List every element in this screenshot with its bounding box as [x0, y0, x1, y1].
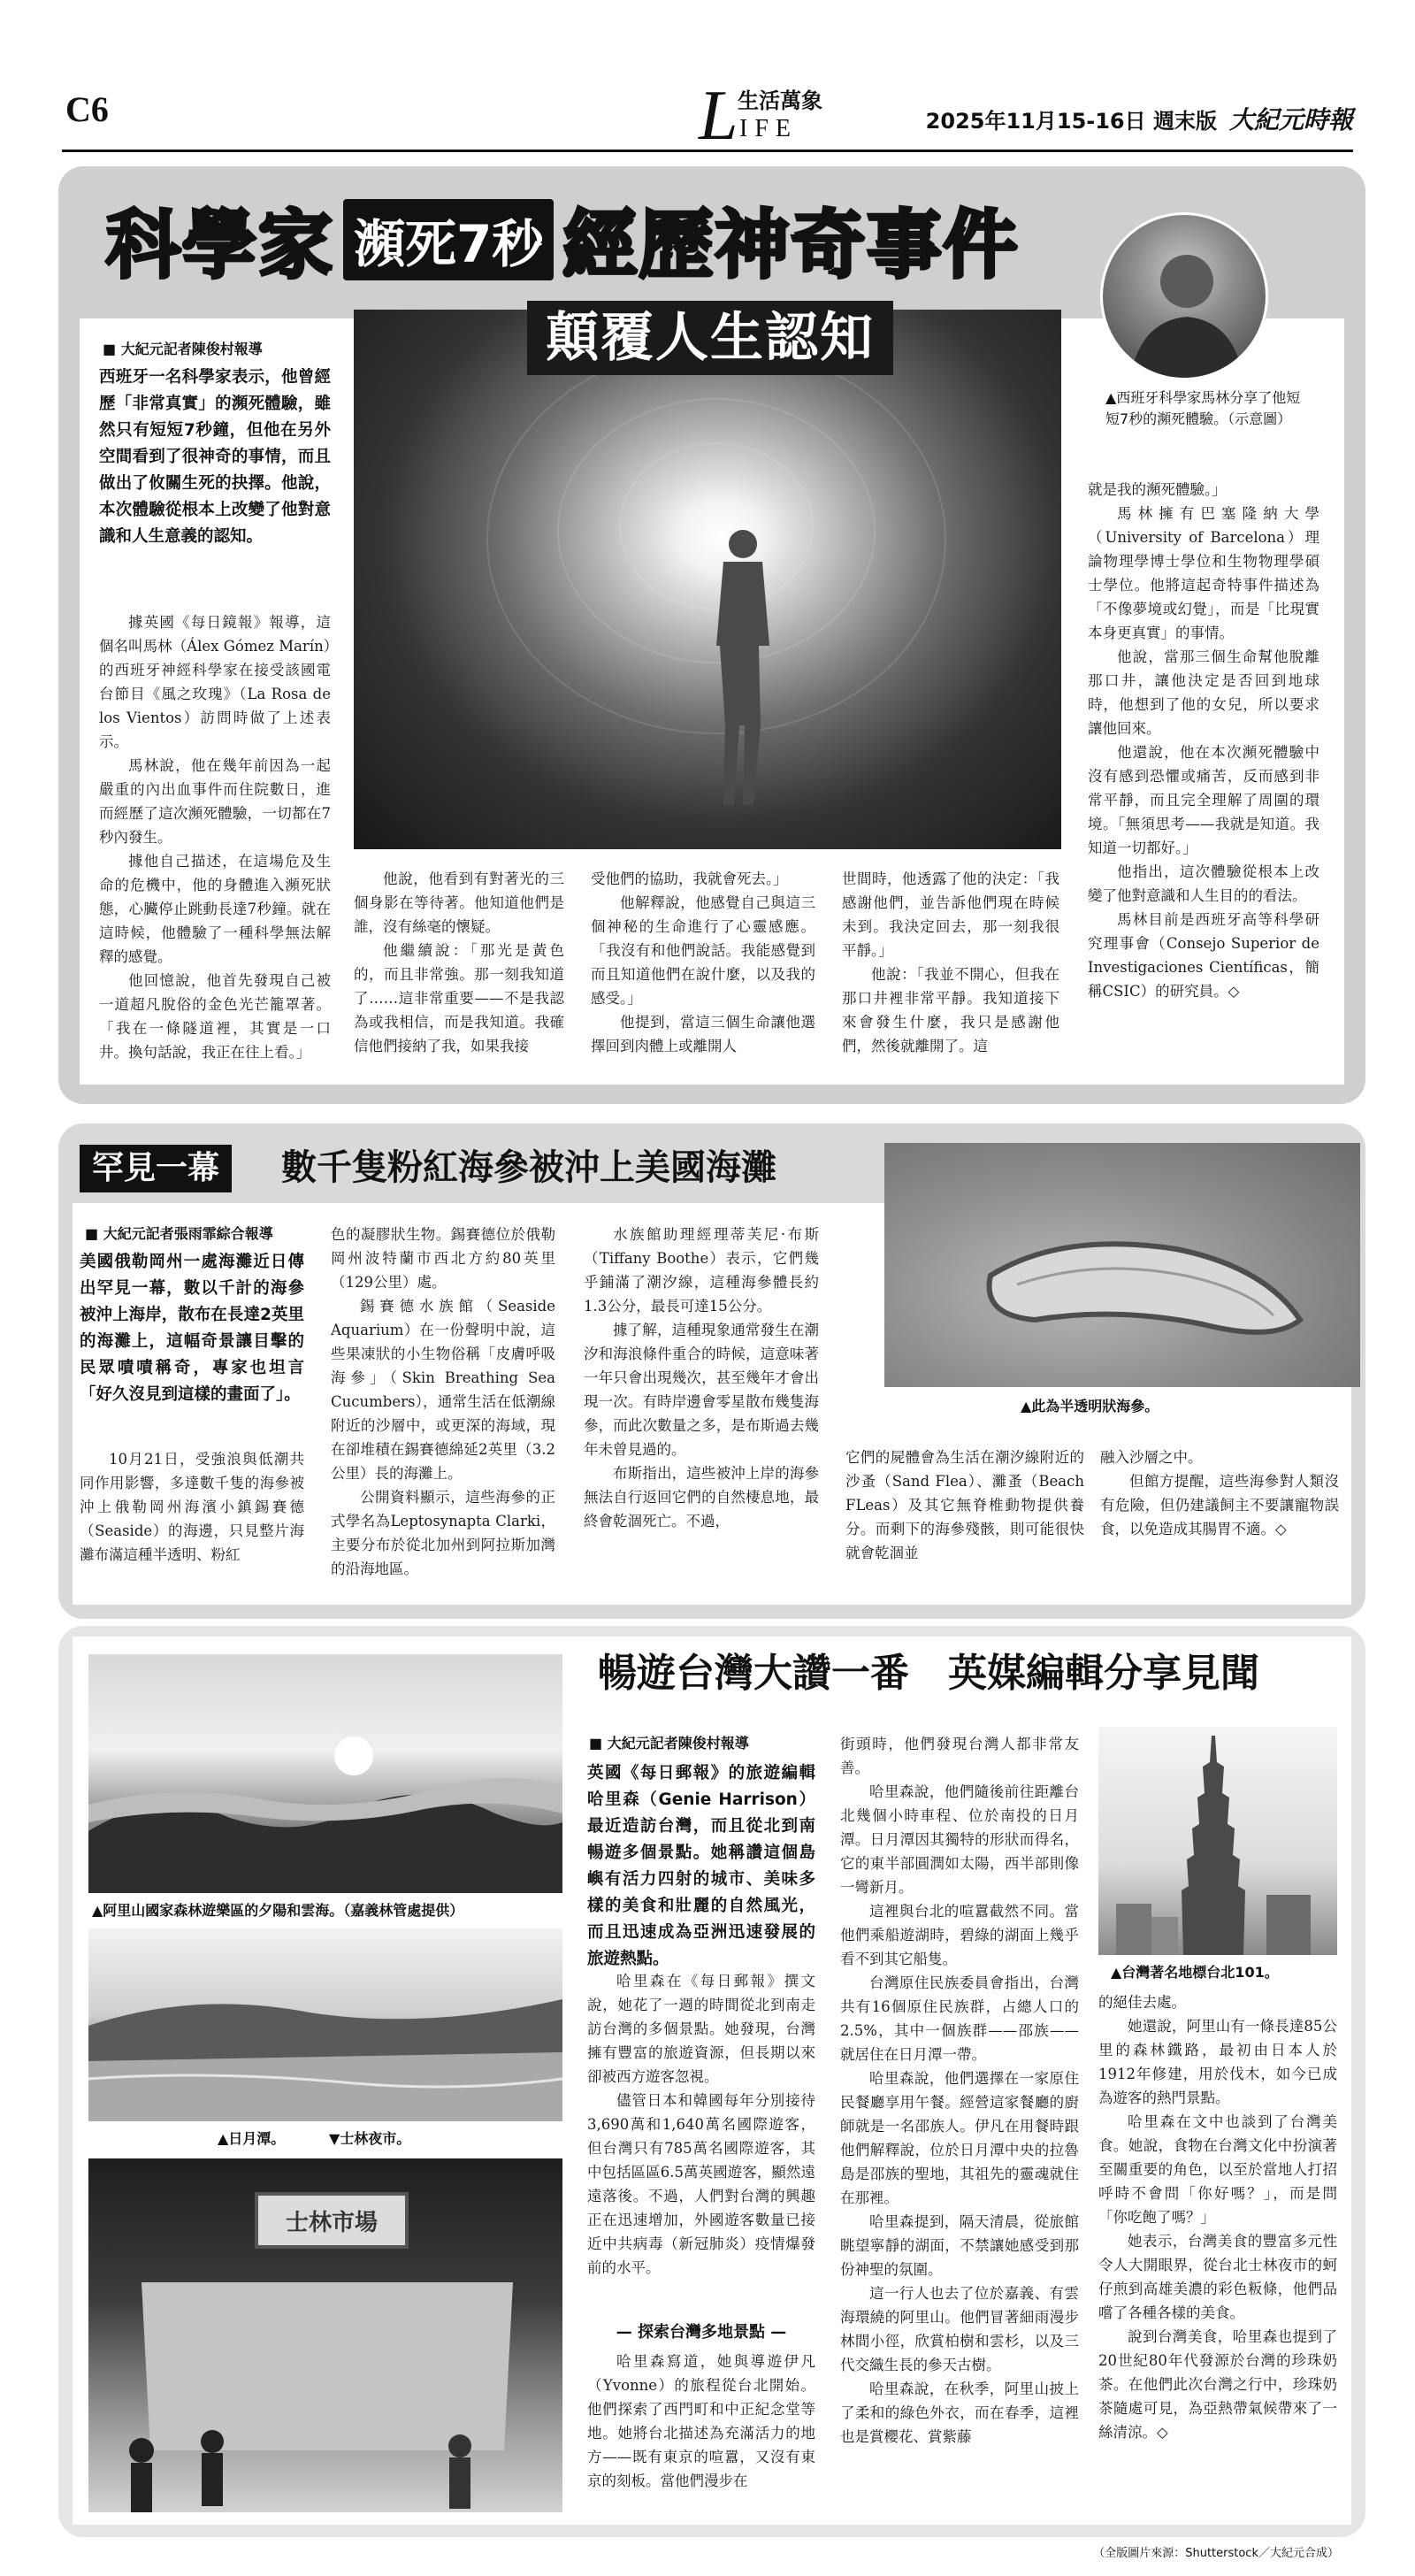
paragraph: 就是我的瀕死體驗。」 — [1088, 481, 1227, 498]
headline-part-b: 瀕死7秒 — [343, 199, 554, 280]
paragraph: 馬林說，他在幾年前因為一起嚴重的內出血事件而住院數日，進而經歷了這次瀕死體驗，一切都在7秒內發生。 — [99, 757, 331, 846]
paragraph: 這一行人也去了位於嘉義、有雲海環繞的阿里山。他們冒著細雨漫步林間小徑，欣賞柏樹和雲杉，以及三代交織生長的參天古樹。 — [840, 2285, 1079, 2373]
paragraph: 他說，他看到有對著光的三個身影在等待著。他知道他們是誰，沒有絲毫的懷疑。 — [354, 870, 564, 935]
paragraph: 哈里森說，他們選擇在一家原住民餐廳享用午餐。經營這家餐廳的廚師就是一名邵族人。伊凡在用餐時跟他們解釋說，位於日月潭中央的拉魯島是邵族的聖地，其祖先的靈魂就住在那裡。 — [840, 2070, 1079, 2206]
article2-col1 — [80, 1447, 304, 1567]
article3-headline: 暢遊台灣大讚一番 英媒編輯分享見聞 — [598, 1651, 1259, 1696]
article1-lead: 西班牙一名科學家表示，他曾經歷「非常真實」的瀕死體驗，雖然只有短短7秒鐘，但他在另外空間看到了很神奇的事情，而且做出了攸關生死的抉擇。他說，本次體驗從根本上改變了他對意識和人生意義的認知。 — [99, 368, 331, 546]
sea-cucumber-photo — [884, 1143, 1360, 1387]
paragraph: 哈里森寫道，她與導遊伊凡（Yvonne）的旅程從台北開始。他們探索了西門町和中正紀念堂等地。她將台北描述為充滿活力的地方——既有東京的喧囂，又沒有東京的刻板。當他們漫步在 — [587, 2353, 815, 2489]
article3-byline: ■ 大紀元記者陳俊村報導 — [589, 1732, 749, 1752]
headline-part-a: 科學家 — [106, 202, 335, 288]
newspaper-brand: 大紀元時報 — [1228, 105, 1353, 134]
paragraph: 它們的屍體會為生活在潮汐線附近的沙蚤（Sand Flea）、灘蚤（Beach FLeas）及其它無脊椎動物提供養分。而剩下的海參殘骸，則可能很快就會乾涸並 — [845, 1449, 1084, 1561]
paragraph: 錫賽德水族館（Seaside Aquarium）在一份聲明中說，這些果凍狀的小生物俗稱「皮膚呼吸海參」（Skin Breathing Sea Cucumbers），通常生活在低潮線附近的沙層中，或更深的海域，現在卻堆積在錫賽德綿延2英里（3.2公里）長的海灘上。 — [331, 1298, 555, 1482]
paragraph: 世間時，他透露了他的決定：「我感謝他們，並告訴他們現在時候未到。我決定回去，那一刻我很平靜。」 — [842, 870, 1059, 959]
article1-col4 — [842, 867, 1059, 1058]
article2-headline: 數千隻粉紅海參被沖上美國海灘 — [281, 1147, 776, 1188]
date-text: 2025年11月15-16日 週末版 — [925, 109, 1217, 134]
paragraph: 他說：「我並不開心，但我在那口井裡非常平靜。我知道接下來會發生什麼，我只是感謝他們，然後就離開了。這 — [842, 966, 1059, 1054]
paragraph: 街頭時，他們發現台灣人都非常友善。 — [840, 1736, 1079, 1776]
paragraph: 哈里森說，在秋季，阿里山披上了柔和的綠色外衣，而在春季，這裡也是賞櫻花、賞紫藤 — [840, 2380, 1079, 2445]
paragraph: 融入沙層之中。 — [1100, 1449, 1203, 1466]
article2-byline: ■ 大紀元記者張雨霏綜合報導 — [85, 1223, 273, 1243]
tunnel-of-light-image — [354, 310, 1061, 849]
scientist-portrait — [1100, 212, 1268, 380]
paragraph: 據他自己描述，在這場危及生命的危機中，他的身體進入瀕死狀態，心臟停止跳動長達7秒鐘。就在這時候，他體驗了一種科學無法解釋的感覺。 — [99, 853, 331, 965]
paragraph: 他回憶說，他首先發現自己被一道超凡脫俗的金色光芒籠罩著。「我在一條隧道裡，其實是一口井。換句話說，我正在往上看。」 — [99, 972, 331, 1061]
shilin-night-market-photo — [88, 2158, 562, 2512]
paragraph: 受他們的協助，我就會死去。」 — [591, 870, 788, 887]
paragraph: 馬林目前是西班牙高等科學研究理事會（Consejo Superior de Investigaciones Científicas，簡稱CSIC）的研究員。◇ — [1088, 911, 1319, 1000]
paragraph: 他繼續說：「那光是黃色的，而且非常強。那一刻我知道了……這非常重要——不是我認為或我相信，而是我知道。我確信他們接納了我，如果我接 — [354, 942, 564, 1054]
section-name-zh: 生活萬象 — [738, 88, 822, 113]
paragraph: 水族館助理經理蒂芙尼·布斯（Tiffany Boothe）表示，它們幾乎鋪滿了潮汐線，這種海參體長約1.3公分，最長可達15公分。 — [584, 1226, 819, 1315]
paragraph: 這裡與台北的喧囂截然不同。當他們乘船遊湖時，碧綠的湖面上幾乎看不到其它船隻。 — [840, 1903, 1079, 1967]
article3-col2 — [840, 1732, 1079, 2449]
portrait-caption: ▲西班牙科學家馬林分享了他短短7秒的瀕死體驗。（示意圖） — [1105, 389, 1301, 427]
paragraph: 哈里森說，他們隨後前往距離台北幾個小時車程、位於南投的日月潭。日月潭因其獨特的形狀而得名，它的東半部圓潤如太陽，西半部則像一彎新月。 — [840, 1783, 1079, 1896]
paragraph: 但館方提醒，這些海參對人類沒有危險，但仍建議飼主不要讓寵物誤食，以免造成其腸胃不適。◇ — [1100, 1473, 1339, 1537]
article1-headline — [106, 186, 1019, 292]
paragraph: 他說，當那三個生命幫他脫離那口井，讓他決定是否回到地球時，他想到了他的女兒，所以要求讓他回來。 — [1088, 648, 1319, 737]
photo-credit: （全版圖片來源：Shutterstock／大紀元合成） — [1093, 2547, 1339, 2560]
article3-col1 — [587, 1969, 815, 2280]
paragraph: 哈里森在《每日郵報》撰文說，她花了一週的時間從北到南走訪台灣的多個景點。她發現，台灣擁有豐富的旅遊資源，但長期以來卻被西方遊客忽視。 — [587, 1973, 815, 2085]
paragraph: 他還說，他在本次瀕死體驗中沒有感到恐懼或痛苦，反而感到非常平靜，而且完全理解了周圍的環境。「無須思考——我就是知道。我知道一切都好。」 — [1088, 744, 1319, 856]
article2-col4 — [845, 1445, 1084, 1565]
section-name-en: IFE — [739, 115, 798, 142]
paragraph: 10月21日，受強浪與低潮共同作用影響，多達數千隻的海參被沖上俄勒岡州海濱小鎮錫賽德（Seaside）的海邊，只見整片海灘布滿這種半透明、粉紅 — [80, 1451, 304, 1563]
sun-moon-lake-photo — [88, 1928, 562, 2121]
article3-lead: 英國《每日郵報》的旅遊編輯哈里森（Genie Harrison）最近造訪台灣，而且從北到南暢遊多個景點。她稱讚這個島嶼有活力四射的城市、美味多樣的美食和壯麗的自然風光，而且迅速成為亞洲迅速發展的旅遊熱點。 — [587, 1764, 815, 1968]
article2-col3 — [584, 1223, 819, 1533]
article1-col3 — [591, 867, 815, 1058]
article2-col2 — [331, 1223, 555, 1581]
silhouette-figure — [354, 310, 1061, 849]
article2-col5 — [1100, 1445, 1339, 1541]
paragraph: 色的凝膠狀生物。錫賽德位於俄勒岡州波特蘭市西北方約80英里（129公里）處。 — [331, 1226, 555, 1291]
paragraph: 布斯指出，這些被沖上岸的海參無法自行返回它們的自然棲息地，最終會乾涸死亡。不過， — [584, 1465, 819, 1530]
paragraph: 據了解，這種現象通常發生在潮汐和海浪條件重合的時候，這意味著一年只會出現幾次，甚至幾年才會出現一次。有時岸邊會零星散布幾隻海參，而此次數量之多，是布斯過去幾年未曾見過的。 — [584, 1322, 819, 1458]
paragraph: 馬林擁有巴塞隆納大學（University of Barcelona）理論物理學博士學位和生物物理學碩士學位。他將這起奇特事件描述為「不像夢境或幻覺」，而是「比現實本身更真實」的事情。 — [1088, 505, 1319, 641]
shilin-caption: ▼士林夜市。 — [329, 2130, 411, 2147]
paragraph: 據英國《每日鏡報》報導，這個名叫馬林（Álex Gómez Marín）的西班牙神經科學家在接受該國電台節目《風之玫瑰》（La Rosa de los Vientos）訪問時做了上述表示。 — [99, 614, 331, 750]
paragraph: 他解釋說，他感覺自己與這三個神秘的生命進行了心靈感應。「我沒有和他們說話。我能感覺到而且知道他們在說什麼，以及我的感受。」 — [591, 894, 815, 1007]
paragraph: 他提到，當這三個生命讓他選擇回到肉體上或離開人 — [591, 1014, 815, 1054]
alishan-photo — [88, 1654, 562, 1893]
paragraph: 台灣原住民族委員會指出，台灣共有16個原住民族群，占總人口的2.5%，其中一個族群——邵族——就居住在日月潭一帶。 — [840, 1974, 1079, 2063]
page-number: C6 — [65, 89, 109, 129]
article2-label: 罕見一幕 — [80, 1145, 232, 1192]
taipei-101-caption: ▲台灣著名地標台北101。 — [1111, 1964, 1279, 1981]
paragraph: 的絕佳去處。 — [1098, 1994, 1186, 2011]
paragraph: 她表示，台灣美食的豐富多元性令人大開眼界，從台北士林夜市的蚵仔煎到高雄美濃的彩色粄條，他們品嚐了各種各樣的美食。 — [1098, 2233, 1337, 2321]
article1-subtitle: 顛覆人生認知 — [527, 301, 893, 375]
paragraph: 公開資料顯示，這些海參的正式學名為Leptosynapta Clarki，主要分布於從北加州到阿拉斯加灣的沿海地區。 — [331, 1489, 555, 1577]
article3-subhead: — 探索台灣多地景點 — — [616, 2323, 787, 2342]
article1-col2 — [354, 867, 564, 1058]
headline-part-c: 經歷神奇事件 — [562, 202, 1020, 288]
sea-cucumber-caption: ▲此為半透明狀海參。 — [1021, 1398, 1159, 1414]
article2-lead: 美國俄勒岡州一處海灘近日傳出罕見一幕，數以千計的海參被沖上海岸，散布在長達2英里的海灘上，這幅奇景讓目擊的民眾嘖嘖稱奇，專家也坦言「好久沒見到這樣的畫面了」。 — [80, 1253, 304, 1404]
taipei-101-photo — [1098, 1727, 1337, 1955]
paragraph: 她還說，阿里山有一條長達85公里的森林鐵路，最初由日本人於1912年修建，用於伐木，如今已成為遊客的熱門景點。 — [1098, 2018, 1337, 2106]
alishan-caption: ▲阿里山國家森林遊樂區的夕陽和雲海。（嘉義林管處提供） — [92, 1902, 464, 1919]
issue-date — [926, 101, 1353, 136]
article1-col5 — [1088, 478, 1319, 1003]
section-letter: L — [699, 77, 738, 155]
paragraph: 他指出，這次體驗從根本上改變了他對意識和人生目的的看法。 — [1088, 863, 1319, 904]
paragraph: 哈里森在文中也談到了台灣美食。她說，食物在台灣文化中扮演著至關重要的角色，以至於當地人打招呼時不會問「你好嗎？」，而是問「你吃飽了嗎？」 — [1098, 2113, 1337, 2226]
article1-byline: ■ 大紀元記者陳俊村報導 — [103, 338, 263, 358]
sun-moon-lake-caption: ▲日月潭。 — [218, 2130, 286, 2147]
masthead — [62, 77, 1353, 155]
article3-col3 — [1098, 1990, 1337, 2444]
paragraph: 說到台灣美食，哈里森也提到了20世紀80年代發源於台灣的珍珠奶茶。在他們此次台灣之行中，珍珠奶茶隨處可見，為亞熱帶氣候帶來了一絲清涼。◇ — [1098, 2328, 1337, 2441]
paragraph: 哈里森提到，隔天清晨，從旅館眺望寧靜的湖面，不禁讓她感受到那份神聖的氛圍。 — [840, 2213, 1079, 2278]
article3-col1b — [587, 2350, 815, 2493]
article1-col1 — [99, 610, 331, 1064]
paragraph: 儘管日本和韓國每年分別接待3,690萬和1,640萬名國際遊客，但台灣只有785萬名國際遊客，其中包括區區6.5萬英國遊客，顯然遠遠落後。不過，人們對台灣的興趣正在迅速增加，外國遊客數量已接近中共病毒（新冠肺炎）疫情爆發前的水平。 — [587, 2092, 815, 2276]
shilin-market-sign: 士林市場 — [285, 2210, 378, 2236]
